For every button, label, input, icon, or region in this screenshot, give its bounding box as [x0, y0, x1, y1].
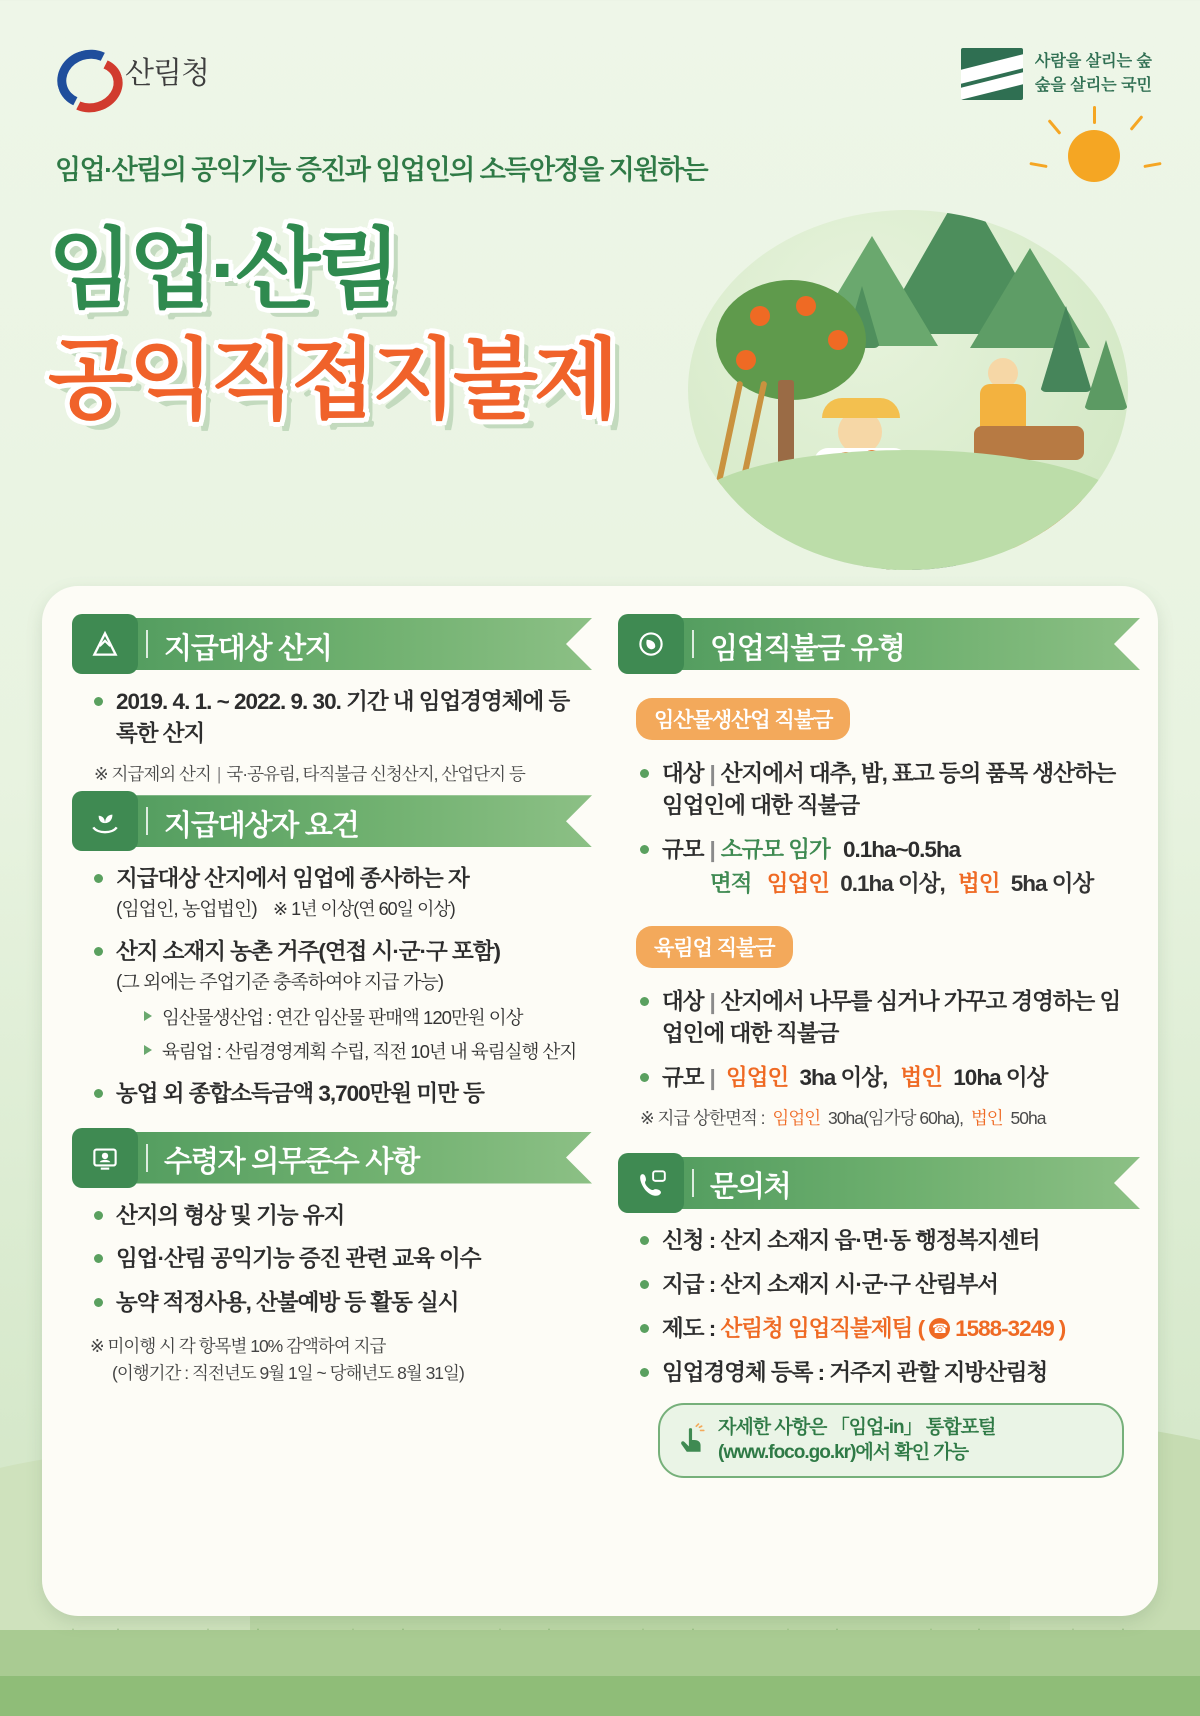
footnote-line-1: ※ 미이행 시 각 항목별 10% 감액하여 지급	[90, 1336, 386, 1357]
section-title: 지급대상 산지	[164, 632, 332, 665]
list-item: 대상 | 산지에서 나무를 심거나 가꾸고 경영하는 임업인에 대한 직불금	[640, 986, 1130, 1050]
list-item: 임업·산림 공익기능 증진 관련 교육 이수	[94, 1243, 582, 1275]
note-label: ※ 지급제외 산지	[94, 763, 211, 784]
portal-link-line-1: 자세한 사항은 「임업-in」 통합포털	[718, 1416, 996, 1438]
contact-list	[618, 1225, 1140, 1389]
eligibility-item-2-paren: (그 외에는 주업기준 충족하여야 지급 가능)	[116, 972, 444, 994]
list-item: 임업경영체 등록 : 거주지 관할 지방산림청	[640, 1357, 1130, 1389]
list-item	[94, 936, 582, 1065]
contact-phone[interactable]: ( ☎ 1588-3249 )	[918, 1313, 1066, 1345]
note-value: 국·공유림, 타직불금 신청산지, 산업단지 등	[226, 763, 525, 784]
section-title: 수령자 의무준수 사항	[164, 1146, 420, 1179]
target-land-note: ※ 지급제외 산지 | 국·공유림, 타직불금 신청산지, 산업단지 등	[94, 763, 525, 784]
type-1-target-label: 대상	[662, 761, 704, 786]
type-2-target-label: 대상	[662, 988, 704, 1014]
right-column	[618, 610, 1140, 1478]
eligibility-item-1-sub: (임업인, 농업법인)	[116, 899, 257, 921]
sun-icon	[1068, 130, 1120, 182]
list-item: 규모 | 소규모 임가 0.1ha~0.5ha 면적 임업인 0.1ha 이상, 법인 5ha 이상	[640, 834, 1130, 900]
contact-label-registration: 임업경영체 등록	[662, 1359, 813, 1385]
payment-cap-note	[618, 1106, 1140, 1131]
eligibility-item-2-main: 산지 소재지 농촌 거주(연접 시·군·구 포함)	[116, 939, 500, 965]
type-2-target-value: 산지에서 나무를 심거나 가꾸고 경영하는 임업인에 대한 직불금	[662, 988, 1121, 1046]
obligations-list	[72, 1200, 592, 1320]
section-title: 임업직불금 유형	[710, 632, 905, 665]
list-item: 2019. 4. 1. ~ 2022. 9. 30. 기간 내 임업경영체에 등록한 산지	[94, 686, 582, 750]
forest-illustration	[658, 120, 1158, 575]
slogan-line-1: 사람을 살리는 숲	[1034, 53, 1152, 70]
contact-value-registration: 거주지 관할 지방산림청	[829, 1359, 1048, 1385]
contact-label-system: 제도	[662, 1315, 704, 1341]
cap-note-corp-key: 법인	[970, 1107, 1003, 1128]
content-panel	[42, 586, 1158, 1616]
poster-subtitle: 임업·산림의 공익기능 증진과 임업인의 소득안정을 지원하는	[55, 155, 708, 185]
list-item: 농업 외 종합소득금액 3,700만원 미만 등	[94, 1078, 582, 1110]
type-2-list	[618, 986, 1140, 1094]
list-item: 농약 적정사용, 산불예방 등 활동 실시	[94, 1287, 582, 1319]
type-2-scale-individual-key: 임업인	[726, 1064, 789, 1090]
type-1-scale-area-key: 면적	[710, 870, 752, 896]
obligations-footnote	[72, 1333, 592, 1386]
contact-value-apply: 산지 소재지 읍·면·동 행정복지센터	[720, 1227, 1040, 1253]
list-item: 산지의 형상 및 기능 유지	[94, 1200, 582, 1232]
type-2-scale-corp-value: 10ha 이상	[953, 1064, 1048, 1090]
section-header-payment-types	[618, 618, 1140, 674]
contact-value-system: 산림청 임업직불제팀	[720, 1315, 913, 1341]
type-1-target-value: 산지에서 대추, 밤, 표고 등의 품목 생산하는 임업인에 대한 직불금	[662, 761, 1116, 818]
type-1-scale-small-key: 소규모 임가	[720, 836, 830, 862]
type-1-scale-individual-value: 0.1ha 이상,	[840, 870, 945, 896]
forest-slogan-icon	[961, 48, 1023, 100]
telephone-icon: ☎	[929, 1318, 950, 1339]
title-line-2: 공익직접지불제	[48, 330, 616, 429]
gov-name: 산림청	[125, 57, 209, 90]
slogan-line-2: 숲을 살리는 국민	[1034, 77, 1152, 94]
eligibility-item-1-main: 지급대상 산지에서 임업에 종사하는 자	[116, 866, 469, 892]
korea-forest-service-logo-icon	[55, 42, 111, 98]
target-land-list	[72, 686, 592, 750]
section-title: 지급대상자 요건	[164, 809, 359, 842]
type-1-scale-corp-value: 5ha 이상	[1010, 870, 1094, 896]
type-2-scale-individual-value: 3ha 이상,	[799, 1064, 888, 1090]
pointing-hand-icon	[674, 1423, 708, 1457]
list-item: 규모 | 임업인 3ha 이상, 법인 10ha 이상	[640, 1062, 1130, 1094]
contact-label-pay: 지급	[662, 1271, 704, 1297]
eligibility-sub-list	[116, 1005, 582, 1066]
slogan-block	[961, 48, 1152, 100]
cap-note-corp-value: 50ha	[1010, 1107, 1046, 1128]
section-header-eligibility	[72, 795, 592, 851]
type-1-scale-individual-key: 임업인	[766, 870, 829, 896]
type-1-scale-label: 규모	[662, 836, 704, 862]
list-item: 대상 | 산지에서 대추, 밤, 표고 등의 품목 생산하는 임업인에 대한 직불금	[640, 758, 1130, 822]
title-line-1: 임업·산림	[48, 220, 398, 319]
list-item: 지급 : 산지 소재지 시·군·구 산림부서	[640, 1269, 1130, 1301]
page-title	[48, 215, 615, 435]
type-1-scale-corp-key: 법인	[958, 870, 1000, 896]
section-title: 문의처	[710, 1171, 791, 1204]
section-header-target-land	[72, 618, 592, 674]
type-1-scale-small-value: 0.1ha~0.5ha	[842, 836, 961, 862]
type-2-scale-label: 규모	[662, 1064, 704, 1090]
gov-logo	[55, 42, 209, 98]
contact-phone-number: 1588-3249	[955, 1315, 1054, 1341]
list-item	[94, 863, 582, 924]
contact-value-pay: 산지 소재지 시·군·구 산림부서	[720, 1271, 999, 1297]
type-1-list	[618, 758, 1140, 900]
eligibility-item-1-note: ※ 1년 이상(연 60일 이상)	[272, 899, 455, 920]
list-item: 임산물생산업 : 연간 임산물 판매액 120만원 이상	[142, 1005, 582, 1031]
cap-note-individual-value: 30ha(임가당 60ha),	[828, 1107, 963, 1128]
list-item: 육림업 : 산림경영계획 수립, 직전 10년 내 육림실행 산지	[142, 1039, 582, 1065]
list-item: 신청 : 산지 소재지 읍·면·동 행정복지센터	[640, 1225, 1130, 1257]
section-header-contact	[618, 1157, 1140, 1213]
type-tag-forest-products: 임산물생산업 직불금	[636, 698, 850, 740]
portal-link-line-2: (www.foco.go.kr)에서 확인 가능	[718, 1442, 969, 1464]
type-tag-silviculture: 육림업 직불금	[636, 926, 793, 968]
portal-link-box[interactable]	[658, 1403, 1124, 1478]
list-item: 제도 : 산림청 임업직불제팀 ( ☎ 1588-3249 )	[640, 1313, 1130, 1345]
type-2-scale-corp-key: 법인	[900, 1064, 943, 1090]
left-column	[72, 610, 592, 1386]
cap-note-prefix: ※ 지급 상한면적 :	[640, 1107, 765, 1128]
cap-note-individual-key: 임업인	[772, 1107, 821, 1128]
footnote-line-2: (이행기간 : 직전년도 9월 1일 ~ 당해년도 8월 31일)	[112, 1362, 464, 1383]
contact-label-apply: 신청	[662, 1227, 704, 1253]
section-header-obligations	[72, 1132, 592, 1188]
eligibility-list	[72, 863, 592, 1109]
